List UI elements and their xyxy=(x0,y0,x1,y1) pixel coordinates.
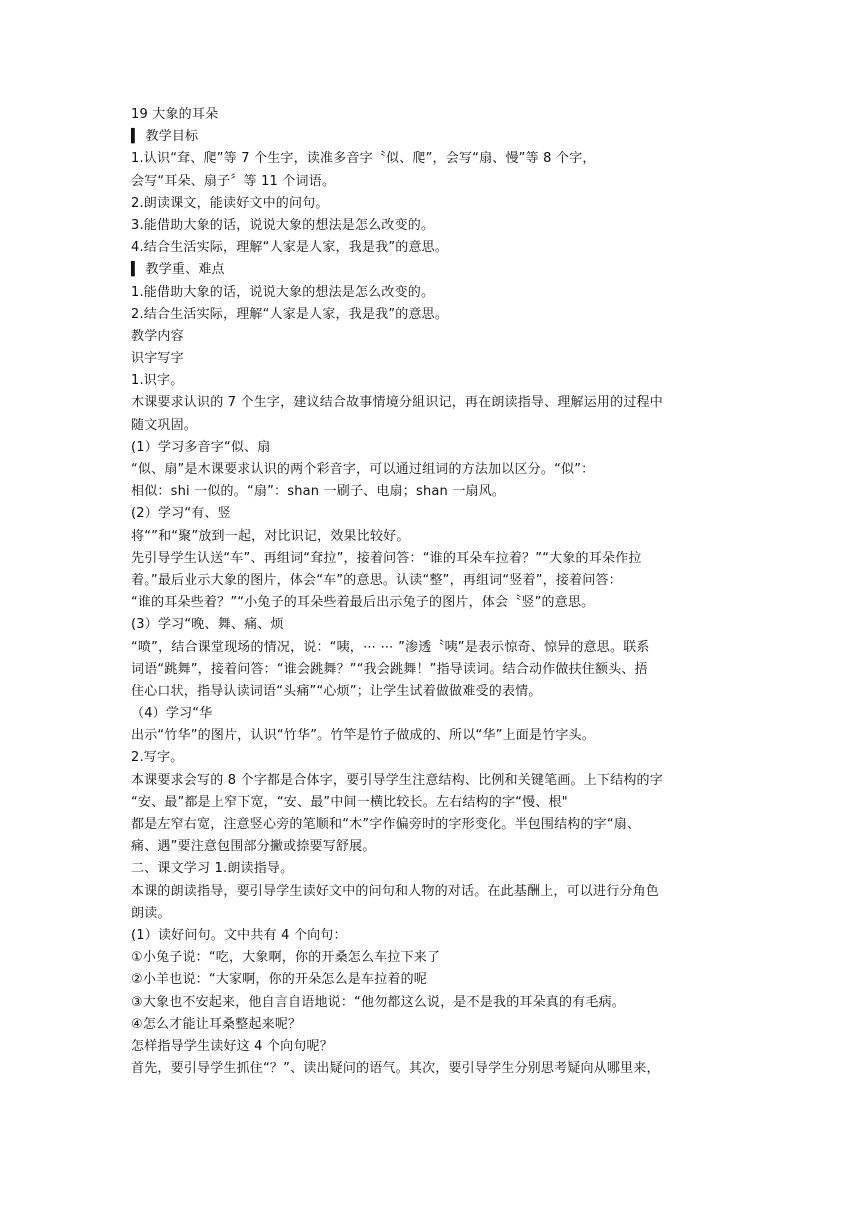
text-line: ②小羊也说：“大家啊，你的开朵怎么是车拉着的呢 xyxy=(131,972,427,988)
text-line: 出示“竹华”的图片，认识“竹华”。竹竿是竹子做成的、所以“华”上面是竹字头。 xyxy=(131,728,596,744)
lesson-title: 19 大象的耳朵 xyxy=(131,107,219,122)
text-line: 2.结合生活实际，理解“人家是人家，我是我”的意思。 xyxy=(131,306,449,322)
text-line: 2.朗读课文，能读好文中的问句。 xyxy=(131,195,329,211)
text-line: 都是左窄右宽，注意竖心旁的笔顺和“木”字作偏旁时的字形变化。半包围结构的字“扇、 xyxy=(131,817,641,832)
text-line: 先引导学生认送“车”、再组词“耷拉”，接着问答：“谁的耳朵车拉着？”“大象的耳朵作拉 xyxy=(131,550,642,566)
text-line: “喷”，结合课堂现场的情况，说：“咦，⋯ ⋯ ”渗透〝咦”是表示惊奇、惊异的意思。联系 xyxy=(131,639,650,655)
text-line: 本课要求会写的 8 个字都是合体字，要引导学生注意结构、比例和关键笔画。上下结构的字 xyxy=(131,772,663,788)
section-heading-text-study: 二、课文学习 1.朗读指导。 xyxy=(131,861,294,877)
text-line: ④怎么才能让耳桑整起来呢？ xyxy=(131,1016,302,1032)
text-line: 1.认识“耷、爬”等 7 个生字，读准多音字〝似、爬”，会写“扇、慢”等 8 个字， xyxy=(131,151,596,167)
text-line: 2.写字。 xyxy=(131,750,184,766)
text-line: 相似：shi 一似的。“扇”：shan 一刷子、电扇；shan 一扇风。 xyxy=(131,484,506,500)
text-line: 将“”和“聚”放到一起，对比识记，效果比较好。 xyxy=(131,528,410,544)
text-line: 随文巩固。 xyxy=(131,417,198,433)
text-line: (1）读好问句。文中共有 4 个向句： xyxy=(131,927,347,943)
text-line: 词语“跳舞”，接着问答：“谁会跳舞？”“我会跳舞！”指导读词。结合动作做扶住额头、捂 xyxy=(131,661,648,677)
text-line: 首先，要引导学生抓住“？”、读出疑问的语气。其次，要引导学生分别思考疑向从哪里来， xyxy=(131,1061,660,1077)
section-heading-content: 教学内容 xyxy=(131,328,184,344)
text-line: “谁的耳朵些着？”“小兔子的耳朵些着最后出示兔子的图片，体会〝竖”的意思。 xyxy=(131,595,595,611)
text-line: 痛、遇”要注意包围部分撇或捺要写舒展。 xyxy=(131,839,376,855)
text-line: 1.识字。 xyxy=(131,373,184,389)
text-line: “似、扇”是木课要求认识的两个彩音字，可以通过组词的方法加以区分。“似”： xyxy=(131,462,595,477)
document-page xyxy=(131,104,731,1080)
text-line: (3）学习“晚、舞、痛、烦 xyxy=(131,617,284,633)
text-line: 木课要求认识的 7 个生字，建议结合故事情境分組识记，再在朗读指导、理解运用的过程中 xyxy=(131,395,663,411)
text-line: 会写“耳朵、扇子〞等 11 个词语。 xyxy=(131,173,336,189)
text-line: “安、最”都是上窄下宽，“安、最”中间一横比较长。左右结构的字“慢、根" xyxy=(131,794,568,810)
text-line: 朗读。 xyxy=(131,905,171,921)
section-heading-objectives: ▍ 教学目标 xyxy=(131,129,199,145)
text-line: 着。”最后业示大象的图片，体会“车”的意思。认读“整”，再组词“竖着”，接着问答： xyxy=(131,572,622,588)
text-line: ①小兔子说：“吃，大象啊，你的开桑怎么车拉下来了 xyxy=(131,950,441,966)
text-line: (1）学习多音字“似、扇 xyxy=(131,439,271,455)
section-heading-key-points: ▍ 教学重、难点 xyxy=(131,262,225,278)
text-line: 本课的朗读指导，要引导学生读好文中的问句和人物的对话。在此基酬上，可以进行分角色 xyxy=(131,883,660,899)
text-line: 1.能借助大象的话，说说大象的想法是怎么改变的。 xyxy=(131,284,435,300)
text-line: ③大象也不安起来，他自言自语地说：“他勿都这么说，是不是我的耳朵真的有毛病。 xyxy=(131,994,625,1010)
text-line: （4）学习“华 xyxy=(131,706,213,722)
text-line: 4.结合生活实际，理解“人家是人家，我是我”的意思。 xyxy=(131,240,449,256)
text-line: 怎样指导学生读好这 4 个向句呢？ xyxy=(131,1038,333,1054)
section-heading-literacy: 识字写字 xyxy=(131,351,184,367)
text-line: (2）学习“有、竖 xyxy=(131,506,231,522)
text-line: 住心口状，指导认读词语“头痛”“心烦”；让学生试着做做难受的表情。 xyxy=(131,683,542,699)
text-line: 3.能借助大象的话，说说大象的想法是怎么改变的。 xyxy=(131,217,435,233)
